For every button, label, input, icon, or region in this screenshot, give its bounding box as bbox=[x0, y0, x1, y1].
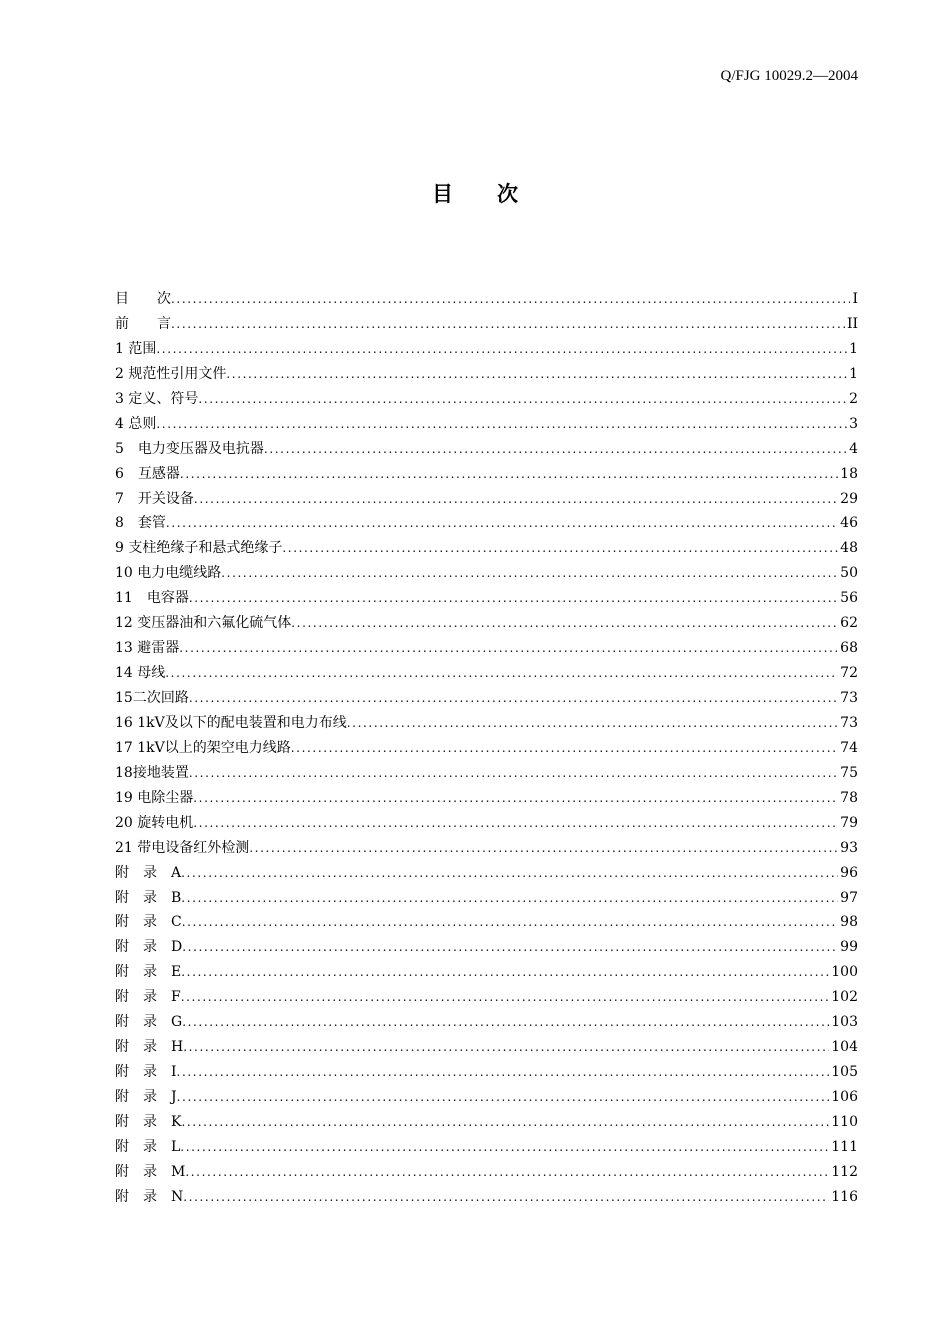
toc-entry[interactable] bbox=[115, 363, 858, 388]
toc-entry[interactable] bbox=[115, 911, 858, 936]
toc-entry-page-number: 46 bbox=[840, 515, 858, 532]
toc-dot-leader bbox=[221, 566, 838, 580]
toc-dot-leader bbox=[156, 417, 847, 431]
toc-dot-leader bbox=[189, 766, 838, 780]
toc-entry-label: 附 录 I bbox=[115, 1064, 177, 1081]
table-of-contents bbox=[115, 288, 858, 1211]
toc-entry-label: 4 总则 bbox=[115, 415, 157, 432]
toc-entry[interactable] bbox=[115, 961, 858, 986]
toc-entry-label: 3 定义、符号 bbox=[115, 390, 199, 407]
toc-entry[interactable] bbox=[115, 637, 858, 662]
toc-entry-label: 11 电容器 bbox=[115, 590, 189, 607]
toc-dot-leader bbox=[193, 791, 838, 805]
toc-entry-label: 附 录 G bbox=[115, 1014, 183, 1031]
toc-entry-page-number: 48 bbox=[840, 540, 858, 557]
toc-entry-page-number: 102 bbox=[831, 989, 858, 1006]
toc-entry[interactable] bbox=[115, 712, 858, 737]
toc-entry-page-number: 73 bbox=[840, 690, 858, 706]
toc-entry-label: 附 录 C bbox=[115, 914, 182, 931]
toc-entry-label: 附 录 D bbox=[115, 939, 183, 956]
toc-entry-page-number: 106 bbox=[831, 1089, 858, 1105]
toc-entry[interactable] bbox=[115, 1111, 858, 1136]
toc-entry[interactable] bbox=[115, 1136, 858, 1161]
toc-dot-leader bbox=[179, 641, 838, 655]
toc-dot-leader bbox=[183, 1040, 829, 1054]
toc-entry[interactable] bbox=[115, 438, 858, 463]
toc-entry-label: 1 范围 bbox=[115, 340, 157, 357]
toc-dot-leader bbox=[347, 716, 838, 730]
toc-entry-label: 2 规范性引用文件 bbox=[115, 365, 227, 382]
toc-entry[interactable] bbox=[115, 587, 858, 612]
toc-dot-leader bbox=[177, 1065, 830, 1079]
toc-entry[interactable] bbox=[115, 1086, 858, 1111]
toc-dot-leader bbox=[171, 317, 845, 331]
toc-entry-label: 附 录 F bbox=[115, 989, 181, 1006]
toc-entry-label: 附 录 M bbox=[115, 1163, 186, 1180]
toc-dot-leader bbox=[185, 1165, 829, 1179]
toc-entry[interactable] bbox=[115, 1011, 858, 1036]
toc-dot-leader bbox=[182, 940, 838, 954]
toc-entry-page-number: 18 bbox=[840, 465, 858, 482]
toc-dot-leader bbox=[177, 1090, 830, 1104]
toc-entry-page-number: 104 bbox=[831, 1039, 858, 1056]
toc-entry-page-number: 73 bbox=[840, 714, 858, 731]
toc-entry-label: 10 电力电缆线路 bbox=[115, 565, 222, 582]
toc-dot-leader bbox=[180, 1140, 829, 1154]
toc-entry[interactable] bbox=[115, 1186, 858, 1211]
toc-entry-page-number: 116 bbox=[831, 1188, 858, 1205]
toc-dot-leader bbox=[181, 866, 838, 880]
toc-dot-leader bbox=[264, 442, 847, 456]
toc-entry-label: 前 言 bbox=[115, 315, 171, 332]
toc-entry[interactable] bbox=[115, 887, 858, 912]
toc-entry[interactable] bbox=[115, 737, 858, 762]
toc-entry-page-number: 100 bbox=[831, 964, 858, 981]
toc-entry[interactable] bbox=[115, 288, 858, 313]
toc-entry-label: 21 带电设备红外检测 bbox=[115, 839, 250, 856]
toc-entry-label: 附 录 H bbox=[115, 1039, 184, 1056]
toc-dot-leader bbox=[198, 392, 847, 406]
toc-entry-page-number: 29 bbox=[840, 490, 858, 507]
toc-entry-page-number: 75 bbox=[840, 764, 858, 781]
toc-entry-label: 附 录 J bbox=[115, 1089, 177, 1105]
toc-entry[interactable] bbox=[115, 787, 858, 812]
toc-entry-label: 附 录 N bbox=[115, 1188, 184, 1205]
toc-entry-page-number: 93 bbox=[840, 839, 858, 856]
toc-dot-leader bbox=[165, 666, 838, 680]
toc-dot-leader bbox=[291, 616, 838, 630]
toc-dot-leader bbox=[249, 841, 838, 855]
document-code: Q/FJG 10029.2—2004 bbox=[720, 68, 858, 84]
toc-entry-page-number: 79 bbox=[840, 814, 858, 831]
toc-entry[interactable] bbox=[115, 986, 858, 1011]
toc-entry-label: 8 套管 bbox=[115, 515, 166, 532]
toc-dot-leader bbox=[171, 292, 850, 306]
toc-entry-page-number: 110 bbox=[831, 1113, 858, 1130]
page-title: 目次 bbox=[432, 182, 562, 206]
toc-entry-label: 12 变压器油和六氟化硫气体 bbox=[115, 615, 292, 632]
toc-entry-page-number: 4 bbox=[849, 440, 858, 457]
toc-entry-page-number: 1 bbox=[849, 340, 858, 357]
toc-entry-label: 16 1kV及以下的配电装置和电力布线 bbox=[115, 714, 347, 731]
toc-dot-leader bbox=[181, 1115, 829, 1129]
toc-entry-label: 目 次 bbox=[115, 291, 171, 307]
toc-entry[interactable] bbox=[115, 612, 858, 637]
toc-entry-page-number: 2 bbox=[849, 390, 858, 407]
toc-entry[interactable] bbox=[115, 463, 858, 488]
toc-entry-page-number: 105 bbox=[831, 1064, 858, 1081]
toc-entry[interactable] bbox=[115, 812, 858, 837]
toc-entry[interactable] bbox=[115, 512, 858, 537]
toc-dot-leader bbox=[181, 965, 829, 979]
toc-entry-label: 17 1kV以上的架空电力线路 bbox=[115, 739, 291, 756]
toc-dot-leader bbox=[166, 516, 838, 530]
toc-dot-leader bbox=[156, 342, 847, 356]
toc-entry[interactable] bbox=[115, 687, 858, 712]
toc-entry[interactable] bbox=[115, 1161, 858, 1186]
toc-dot-leader bbox=[282, 541, 838, 555]
toc-entry[interactable] bbox=[115, 313, 858, 338]
toc-entry[interactable] bbox=[115, 562, 858, 587]
toc-entry-label: 5 电力变压器及电抗器 bbox=[115, 440, 264, 457]
toc-entry-label: 7 开关设备 bbox=[115, 490, 194, 507]
toc-entry-page-number: 112 bbox=[831, 1163, 858, 1180]
toc-entry[interactable] bbox=[115, 762, 858, 787]
toc-dot-leader bbox=[189, 691, 838, 705]
toc-entry-label: 附 录 A bbox=[115, 864, 182, 881]
toc-dot-leader bbox=[182, 915, 838, 929]
toc-entry-page-number: 97 bbox=[840, 889, 858, 906]
toc-entry-page-number: 62 bbox=[840, 615, 858, 632]
toc-entry[interactable] bbox=[115, 413, 858, 438]
toc-entry[interactable] bbox=[115, 488, 858, 513]
toc-dot-leader bbox=[180, 467, 838, 481]
toc-entry-label: 9 支柱绝缘子和悬式绝缘子 bbox=[115, 540, 283, 557]
toc-dot-leader bbox=[183, 1190, 829, 1204]
toc-entry-page-number: 3 bbox=[849, 415, 858, 432]
toc-entry-page-number: II bbox=[846, 315, 858, 332]
toc-entry-label: 14 母线 bbox=[115, 665, 166, 682]
toc-dot-leader bbox=[181, 990, 830, 1004]
toc-dot-leader bbox=[182, 1015, 829, 1029]
toc-dot-leader bbox=[193, 816, 838, 830]
toc-entry-label: 19 电除尘器 bbox=[115, 789, 194, 806]
toc-entry-label: 附 录 B bbox=[115, 889, 182, 906]
toc-entry-page-number: 74 bbox=[840, 739, 858, 756]
toc-entry-label: 15二次回路 bbox=[115, 690, 189, 706]
toc-entry-page-number: 98 bbox=[840, 914, 858, 931]
toc-entry-page-number: 78 bbox=[840, 789, 858, 806]
toc-entry[interactable] bbox=[115, 388, 858, 413]
toc-entry-page-number: 111 bbox=[831, 1138, 858, 1155]
toc-entry-page-number: 50 bbox=[840, 565, 858, 582]
toc-entry-page-number: 1 bbox=[849, 365, 858, 382]
toc-entry-page-number: 103 bbox=[831, 1014, 858, 1031]
toc-entry-label: 附 录 L bbox=[115, 1138, 181, 1155]
toc-entry-label: 附 录 E bbox=[115, 964, 182, 981]
toc-entry[interactable] bbox=[115, 1036, 858, 1061]
toc-entry-page-number: 99 bbox=[840, 939, 858, 956]
toc-entry-page-number: I bbox=[852, 291, 858, 307]
toc-entry-label: 6 互感器 bbox=[115, 465, 180, 482]
toc-dot-leader bbox=[291, 741, 838, 755]
toc-entry-label: 13 避雷器 bbox=[115, 640, 180, 657]
toc-entry[interactable] bbox=[115, 1061, 858, 1086]
toc-entry[interactable] bbox=[115, 837, 858, 862]
toc-entry[interactable] bbox=[115, 862, 858, 887]
toc-entry-label: 附 录 K bbox=[115, 1113, 182, 1130]
toc-entry[interactable] bbox=[115, 662, 858, 687]
toc-dot-leader bbox=[226, 367, 847, 381]
toc-entry[interactable] bbox=[115, 537, 858, 562]
toc-entry[interactable] bbox=[115, 936, 858, 961]
toc-entry-page-number: 72 bbox=[840, 665, 858, 682]
toc-entry-page-number: 68 bbox=[840, 640, 858, 657]
toc-entry-page-number: 96 bbox=[840, 864, 858, 881]
toc-entry-page-number: 56 bbox=[840, 590, 858, 607]
toc-dot-leader bbox=[194, 492, 838, 506]
toc-entry[interactable] bbox=[115, 338, 858, 363]
toc-entry-label: 20 旋转电机 bbox=[115, 814, 194, 831]
toc-dot-leader bbox=[181, 891, 838, 905]
toc-dot-leader bbox=[189, 591, 838, 605]
toc-entry-label: 18接地装置 bbox=[115, 764, 189, 781]
